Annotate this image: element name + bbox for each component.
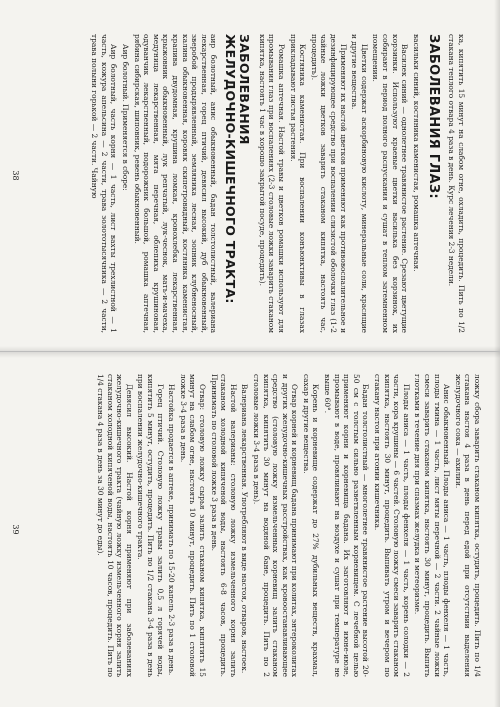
paragraph: ка, кипятить 15 минут на слабом огне, охладить, процедить. Пить по 1/2 стакана теплого отвара 4 раза в день. Курс лечения 2-3 недели.	[447, 34, 466, 333]
intro-text	[447, 34, 466, 333]
paragraph: Настойка продается в аптеке, принимать по 15-20 капель 2-3 раза в день.	[167, 384, 177, 676]
paragraph: Отвар: столовую ложку сырья залить стаканом кипятка, кипятить 15 минут на слабом огне, настоять 10 минут, процедить. Пить по 1 столовой ложке 3-4 раза в день.	[178, 374, 207, 677]
right-page-text	[95, 374, 482, 677]
paragraph: Горец птичий. Столовую ложку травы залить 0,5 л горячей воды, кипятить 5 минут, остудить, процедить. Пить по 1/2 стакана 3-4 раза в день при воспалении желудочно-кишечного тракта.	[136, 374, 165, 677]
paragraph: Плоды аниса — 1 часть, плоды фенхеля — 1 часть, корень солодки — 2 части, кора крушины — 6 частей. Столовую ложку смеси заварить стаканом кипятка, настоять 30 минут, процедить. Выпивать утром и вечером по стакану настоя при атонии кишечника.	[373, 374, 411, 677]
paragraph: Корень и корневище содержат до 27% дубильных веществ, крахмал, сахар и другие вещества.	[301, 374, 321, 677]
paragraph: Настой валерианы: столовую ложку измельченного корня залить стаканом холодной кипяченой воды, настоять 6-8 часов, процедить. Принимать по столовой ложке 3 раза в день.	[209, 374, 238, 677]
paragraph: Цветки содержат аскорбиновую кислоту, минеральные соли, красящие и другие вещества.	[350, 34, 369, 333]
paragraph: Девясил высокий. Настой корня применяют при заболеваниях желудочно-кишечного тракта (чайную ложку измельченного корня залить стаканом холодной кипяченой воды, настоять 10 часов, процедить. Пить по 1/4 стакана 4 раза в день за 30 минут до еды).	[96, 374, 134, 677]
left-page	[0, 0, 500, 352]
section-title-gi-line-1: ЗАБОЛЕВАНИЯ	[237, 34, 253, 145]
paragraph: Аир болотный. Применяется в сборе:	[120, 44, 130, 191]
paragraph: Анис обыкновенный. Плоды аниса — 1 часть, плоды фенхеля — 1 часть, плоды тмина — 1 часть, лист мяты перечной — 2 части. 2 чайные ложки смеси заварить стаканом кипятка, настоять 30 минут, процедить. Выпить глотками в течение дня при спазмах желудка и метеоризме.	[413, 374, 452, 677]
paragraph: аир болотный, анис обыкновенный, бадан толстолистный, валериана лекарственная, горец птичий, девясил высокий, дуб обыкновенный, зверобой продырявленный, земляника лесная, зопник клубненосный, калина обыкновенная, коровяк скипетровидный, костяника каменистая, крапива двудомная, крушина ломкая, кровохлебка лекарственная, крыжовник обыкновенный, лук репчатый, лук-чеснок, мать-и-мачеха, медуница лекарственная, мята перечная, облепиха крушиновая, одуванчик лекарственный, подорожник большой, ромашка аптечная, рябина сибирская, шиповник, ревень обыкновенный.	[132, 34, 219, 333]
paragraph: Валериана лекарственная. Употребляют в виде настоя, отваров, настоек.	[240, 384, 250, 674]
eye-diseases-text	[257, 34, 421, 333]
paragraph: Аир болотный, часть корня — 1 часть, лист вахты трехлистной — 1 часть, кожура апельсина — 2 части, трава золототысячника — 2 части, трава полыни горькой — 2 части. Чайную	[90, 34, 119, 333]
page-number-right: 39	[11, 524, 20, 535]
paragraph: Василек синий — однолетнее травянистое растение. Срезают цветущие корзинки. Используют краевые цветки василька без корзинок, их собирают в период полного распускания и сушат в теплом затемненном помещении.	[371, 34, 410, 333]
paragraph: Костяника каменистая. При воспалении конъюнктивы в глазах прикладывают листья растения.	[288, 34, 308, 333]
section-title-gi-tract	[223, 34, 251, 333]
page-number-left: 38	[11, 170, 20, 181]
paragraph: Применяют их настой цветков применяют как противовоспалительное и дезинфицирующее средство при воспалении слизистой оболочки глаз (1-2 чайные ложки цветков заварить стаканом кипятка, настоять час, процедить).	[309, 34, 348, 333]
paragraph: Бадан толстолистный — многолетнее травянистое растение высотой 20-50 см с толстым сильно разветвленным корневищем. С лечебной целью применяют корни и корневища бадана. Их заготовляют в июне-июле, промывают в воде, провяливают на воздухе и сушат при температуре не выше 60°.	[323, 374, 371, 677]
paragraph: Отвар корней и корневищ бадана принимают при колитах, энтероколитах и других желудочно-кишечных расстройствах, как кровоостанавливающее средство (столовую ложку измельченных корневищ залить стаканом кипятка, кипятить 30 минут на водяной бане, процедить. Пить по 2 столовые ложки 3-4 раза в день).	[251, 374, 300, 677]
paragraph: васильки синий, костяника каменистая, ромашка аптечная.	[411, 34, 421, 272]
paragraph: Ромашка аптечная. Настой травы и цветков ромашки используют для промывания глаз при воспалениях (2-3 столовые ложки заварить стаканом кипятка, настоять 1 час в хорошо закрытой посуде, процедить).	[257, 34, 287, 333]
paragraph: ложку сбора заварить стаканом кипятка, остудить, процедить. Пить по 1/4 стакана настоя 4 раза в день перед едой при отсутствии выделения желудочного сока — ахилии.	[453, 374, 482, 677]
section-title-gi-line-2: ЖЕЛУДОЧНО-КИШЕЧНОГО ТРАКТА:	[223, 34, 239, 304]
right-page	[0, 352, 500, 707]
gi-tract-text	[90, 34, 219, 333]
section-title-eye-diseases: ЗАБОЛЕВАНИЯ ГЛАЗ:	[425, 34, 441, 199]
